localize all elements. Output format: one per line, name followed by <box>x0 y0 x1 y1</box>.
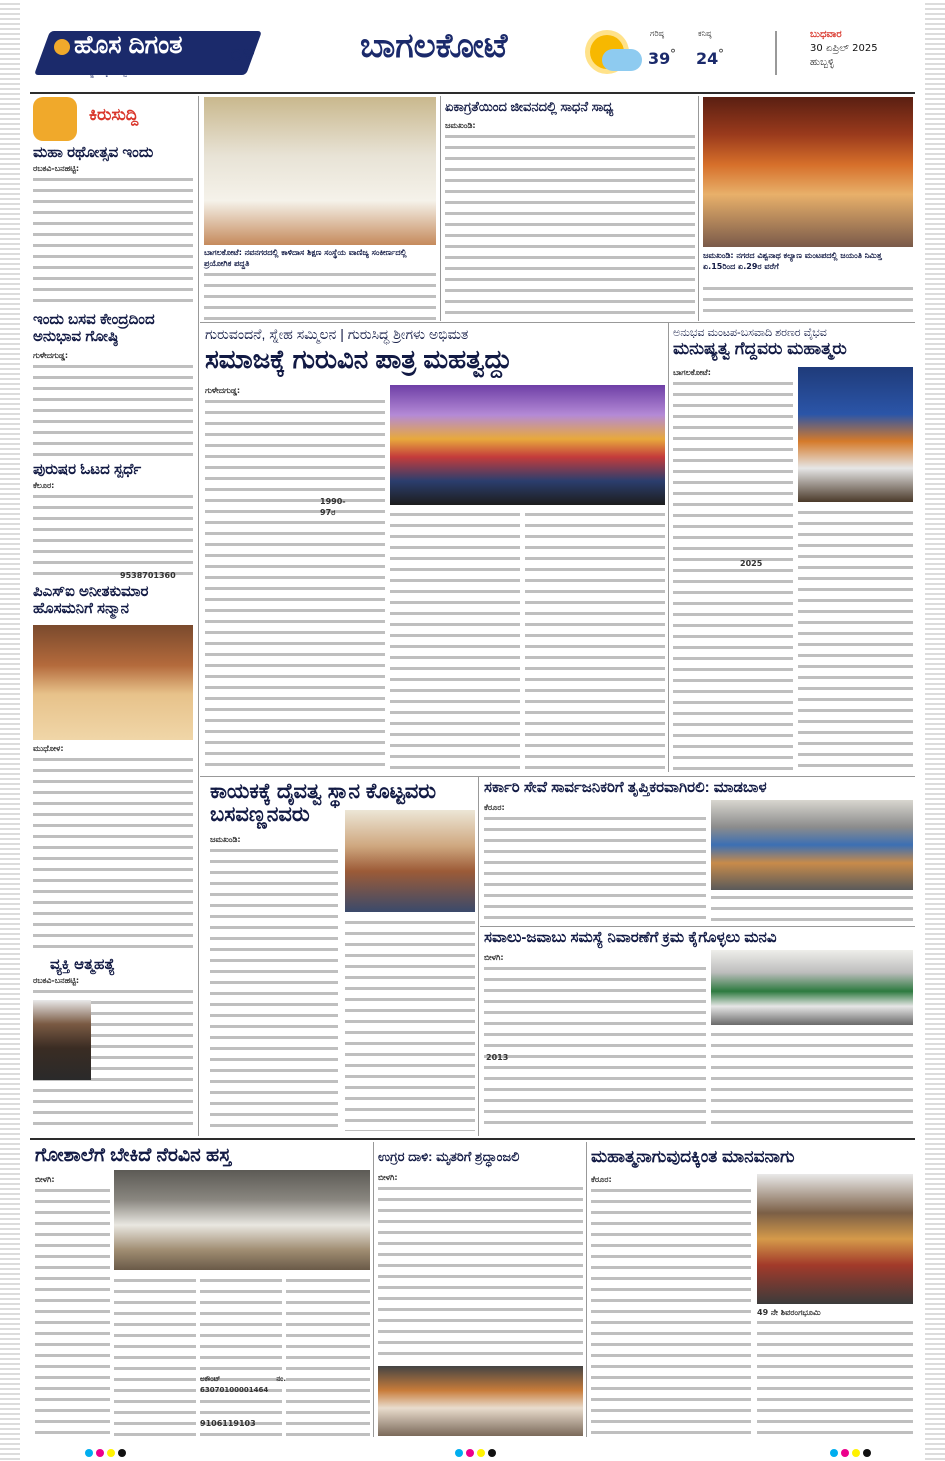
vachana-caption-body <box>703 284 913 320</box>
victim-photo <box>33 1000 91 1080</box>
dot <box>85 1449 93 1457</box>
mahatma-headline: ಮಹಾತ್ಮನಾಗುವುದಕ್ಕಿಂತ ಮಾನವನಾಗು <box>591 1147 795 1166</box>
kayaka-body-col1 <box>210 846 338 1131</box>
column-rule <box>373 1142 374 1437</box>
guru-dateline: ಗುಳೇದಗುಡ್ಡ: <box>205 386 241 395</box>
brief-dateline: ಗುಳೇದಗುಡ್ಡ: <box>33 351 69 360</box>
sarkari-headline: ಸರ್ಕಾರಿ ಸೇವೆ ಸಾರ್ವಜನಿಕರಿಗೆ ತೃಪ್ತಿಕರವಾಗಿರಲಿ: ಮಾಡಬಾಳ <box>484 779 767 796</box>
guru-headline: ಸಮಾಜಕ್ಕೆ ಗುರುವಿನ ಪಾತ್ರ ಮಹತ್ವದ್ದು <box>205 344 512 374</box>
brief-headline: ಪುರುಷರ ಓಟದ ಸ್ಪರ್ಧೆ <box>33 461 142 478</box>
kayaka-dateline: ಜಮಖಂಡಿ: <box>210 835 241 844</box>
goshale-body-col1 <box>35 1186 110 1436</box>
brief-dateline: ಕೆಲೂರ: <box>33 481 55 490</box>
mahatma-body <box>591 1186 751 1436</box>
vachana-caption: ಜಮಖಂಡಿ: ನಗರದ ವಿಶ್ವನಾಥ ಕಲ್ಯಾಣ ಮಂಟಪದಲ್ಲಿ ಜಯಂತಿ ನಿಮಿತ್ತ ಏ.15ರಿಂದ ಏ.29ರ ವರೆಗೆ <box>703 251 882 271</box>
goshale-body-col2 <box>114 1276 196 1436</box>
brief-contact: 9538701360 <box>120 571 176 580</box>
brief-headline: ಇಂದು ಬಸವ ಕೇಂದ್ರದಿಂದ ಅನುಭಾವ ಗೋಷ್ಠಿ <box>33 311 155 345</box>
dot <box>852 1449 860 1457</box>
brief-dateline: ಮುಧೋಳ: <box>33 744 64 753</box>
right-margin-strip <box>925 0 945 1460</box>
tribute-photo <box>378 1366 583 1436</box>
section-rule <box>200 776 915 777</box>
min-temp-degree: ° <box>718 47 724 61</box>
dot <box>841 1449 849 1457</box>
award-caption: 49 ನೇ ಶಿವರಂಗಭೂಮಿ <box>757 1308 821 1317</box>
registration-dots <box>85 1442 129 1461</box>
goshale-body-col3 <box>200 1276 282 1436</box>
registration-dots <box>455 1442 499 1461</box>
guru-dates: 1990-97ರ <box>320 497 346 517</box>
vachana-stage-photo <box>703 97 913 247</box>
section-title: ಕಿರುಸುದ್ದಿ <box>89 105 139 125</box>
office-visit-photo <box>711 800 913 890</box>
max-temp: 39 <box>648 49 671 68</box>
cattle-shed-photo <box>114 1170 370 1270</box>
anubhava-body-col1 <box>673 379 793 772</box>
guru-body-col2 <box>390 510 520 772</box>
edition-title: ಬಾಗಲಕೋಟೆ <box>360 27 508 65</box>
brief-headline: ಮಹಾ ರಥೋತ್ಸವ ಇಂದು <box>33 144 154 161</box>
brief-body <box>33 175 193 305</box>
savalu-years: 2013 <box>486 1053 509 1062</box>
brief-body <box>33 755 193 955</box>
dot <box>863 1449 871 1457</box>
section-rule <box>200 322 915 323</box>
kayaka-headline: ಕಾಯಕಕ್ಕೆ ದೈವತ್ವ ಸ್ಥಾನ ಕೊಟ್ಟವರು ಬಸವಣ್ಣನವರು <box>210 780 437 827</box>
dot <box>455 1449 463 1457</box>
page-number: ೦೪ <box>230 41 255 66</box>
min-temp-label: ಕನಿಷ್ಠ <box>698 29 712 38</box>
anubhava-dateline: ಬಾಗಲಕೋಟೆ: <box>673 368 711 377</box>
cloud-icon <box>602 49 642 71</box>
speaker-photo <box>798 367 913 502</box>
savalu-body-col2 <box>711 1030 913 1132</box>
registration-dots <box>830 1442 874 1461</box>
kirusuddi-header <box>33 97 188 141</box>
savalu-dateline: ಬೀಳಗಿ: <box>484 953 504 962</box>
inauguration-caption: ಬಾಗಲಕೋಟೆ: ನವನಗರದಲ್ಲಿ ಕಾಳಿದಾಸ ಶಿಕ್ಷಣ ಸಂಸ್ಥೆಯ ವಾಣಿಜ್ಯ ಸಂಕೀರ್ಣದಲ್ಲಿ ಪ್ರಯೋಗಿಕ ಪದ್ದತಿ <box>204 248 407 268</box>
logo: ಹೊಸ ದಿಗಂತ <box>74 31 183 59</box>
issue-date: 30 ಏಪ್ರಿಲ್ 2025 <box>810 43 878 54</box>
logo-emblem-icon <box>54 39 70 55</box>
hand-icon <box>33 97 77 141</box>
savalu-headline: ಸವಾಲು-ಜವಾಬು ಸಮಸ್ಯೆ ನಿವಾರಣೆಗೆ ಕ್ರಮ ಕೈಗೊಳ್ಳಲು ಮನವಿ <box>484 929 777 946</box>
inauguration-photo <box>204 97 436 245</box>
swamiji-photo <box>345 810 475 912</box>
column-rule <box>440 96 441 321</box>
left-margin-strip <box>0 0 20 1460</box>
savalu-body-col1 <box>484 964 706 1132</box>
goshale-account: ಅಕೌಂಟ್ ನಂ. 63070100001464 <box>200 1375 286 1394</box>
brief-headline: ಪಿಎಸ್‌ಐ ಅನೀತಕುಮಾರ ಹೊಸಮನಿಗೆ ಸನ್ಮಾನ <box>33 583 149 617</box>
masthead-rule <box>30 92 915 94</box>
ugra-headline: ಉಗ್ರರ ದಾಳಿ: ಮೃತರಿಗೆ ಶ್ರದ್ಧಾಂಜಲಿ <box>378 1149 520 1164</box>
anubhava-headline: ಮನುಷ್ಯತ್ವ ಗೆದ್ದವರು ಮಹಾತ್ಮರು <box>673 339 847 358</box>
ugra-dateline: ಬೀಳಗಿ: <box>378 1173 398 1182</box>
goshale-dateline: ಬೀಳಗಿ: <box>35 1175 55 1184</box>
masthead-divider <box>775 31 777 75</box>
goshale-phone: 9106119103 <box>200 1419 256 1428</box>
min-temp: 24 <box>696 49 719 68</box>
dot <box>488 1449 496 1457</box>
brief-dateline: ರಬಕವಿ-ಬನಹಟ್ಟಿ: <box>33 164 80 173</box>
award-caption-body <box>757 1318 913 1436</box>
column-rule <box>586 1142 587 1437</box>
issue-day: ಬುಧವಾರ <box>810 29 842 40</box>
felicitation-photo <box>33 625 193 740</box>
brief-dateline: ರಬಕವಿ-ಬನಹಟ್ಟಿ: <box>33 976 80 985</box>
dot <box>118 1449 126 1457</box>
dot <box>107 1449 115 1457</box>
issue-place: ಹುಬ್ಬಳ್ಳಿ <box>810 57 835 68</box>
dot <box>477 1449 485 1457</box>
dot <box>466 1449 474 1457</box>
sarkari-dateline: ಕೆರೂರ: <box>484 803 505 812</box>
ekagrate-dateline: ಜಮಖಂಡಿ: <box>445 121 476 130</box>
max-temp-degree: ° <box>670 47 676 61</box>
mahatma-dateline: ಕೆರೂರ: <box>591 1175 612 1184</box>
column-rule <box>668 322 669 772</box>
max-temp-label: ಗರಿಷ್ಠ <box>650 29 664 38</box>
column-rule <box>698 96 699 321</box>
ugra-body <box>378 1184 583 1362</box>
section-rule <box>30 1138 915 1140</box>
guru-kicker: ಗುರುವಂದನೆ, ಸ್ನೇಹ ಸಮ್ಮಿಲನ | ಗುರುಸಿದ್ಧ ಶ್ರೀಗಳು ಅಭಿಮತ <box>205 326 469 342</box>
kayaka-body-col2 <box>345 918 475 1131</box>
anubhava-body-col2 <box>798 508 913 772</box>
column-rule <box>198 96 199 1136</box>
column-rule <box>478 776 479 1136</box>
logo-tagline: ರಾಷ್ಟ್ರ ಜಾಗೃತಿಯ ಧ್ವನಿ <box>82 69 132 77</box>
office-visit-caption <box>711 893 913 923</box>
award-ceremony-photo <box>757 1174 913 1304</box>
brief-headline: ವ್ಯಕ್ತಿ ಆತ್ಮಹತ್ಯೆ <box>50 956 116 973</box>
ekagrate-headline: ಏಕಾಗ್ರತೆಯಿಂದ ಜೀವನದಲ್ಲಿ ಸಾಧನೆ ಸಾಧ್ಯ <box>445 99 614 114</box>
guru-body-col3 <box>525 510 665 772</box>
memorandum-photo <box>711 950 913 1025</box>
sarkari-body <box>484 814 706 922</box>
anubhava-year: 2025 <box>740 559 763 568</box>
dot <box>96 1449 104 1457</box>
section-rule <box>480 926 915 927</box>
inauguration-caption-body <box>204 270 436 320</box>
goshale-body-col4 <box>286 1276 370 1436</box>
masthead <box>30 25 915 93</box>
guruvandane-group-photo <box>390 385 665 505</box>
guru-body-col1 <box>205 397 385 772</box>
brief-body <box>33 362 193 460</box>
goshale-headline: ಗೋಶಾಲೆಗೆ ಬೇಕಿದೆ ನೆರವಿನ ಹಸ್ತ <box>35 1145 231 1166</box>
brief-body <box>33 492 193 580</box>
anubhava-kicker: ಅನುಭವ ಮಂಟಪ-ಬಸವಾದಿ ಶರಣರ ವೈಭವ <box>673 327 827 339</box>
dot <box>830 1449 838 1457</box>
ekagrate-body <box>445 132 695 320</box>
